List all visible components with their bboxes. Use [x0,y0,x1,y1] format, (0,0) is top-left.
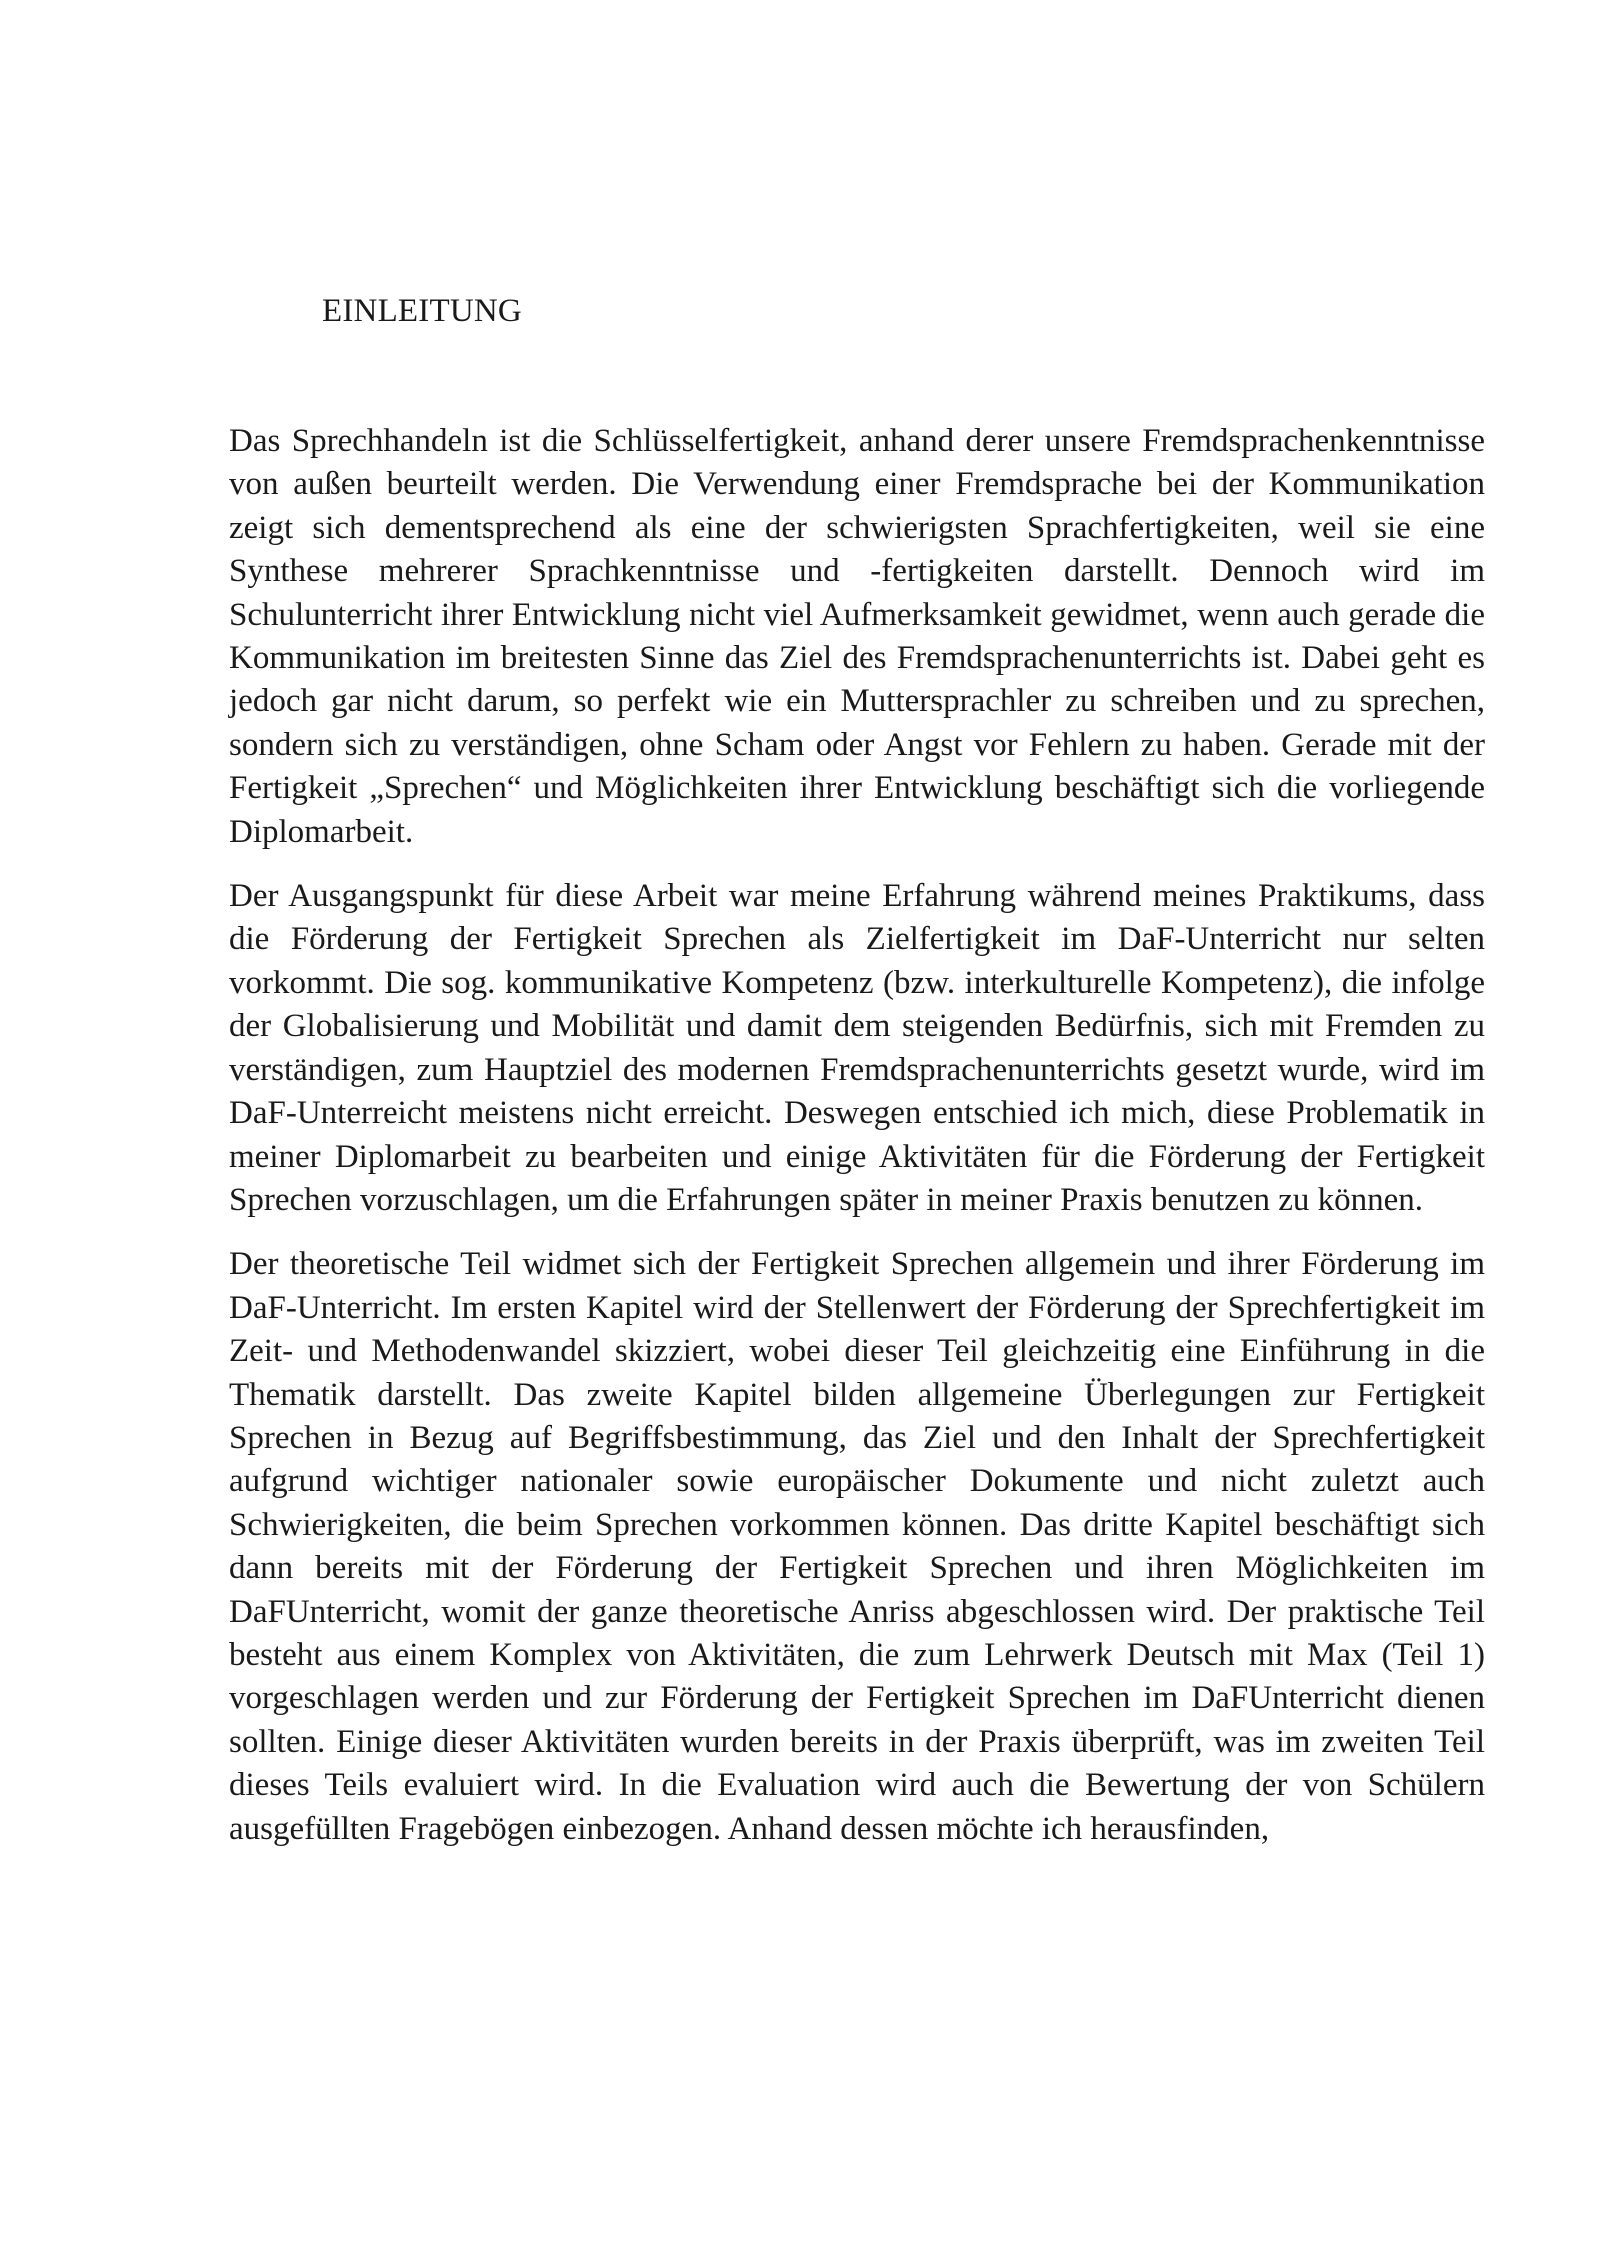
paragraph-2: Der Ausgangspunkt für diese Arbeit war meine Erfahrung während meines Praktikums, dass die Förderung der Fertigkeit Sprechen als Zielfertigkeit im DaF-Unterricht nur selten vorkommt. Die sog. kommunikative Kompetenz (bzw. interkulturelle Kompetenz), die infolge der Globalisierung und Mobilität und damit dem steigenden Bedürfnis, sich mit Fremden zu verständigen, zum Hauptziel des modernen Fremdsprachenunterrichts gesetzt wurde, wird im DaF-Unterreicht meistens nicht erreicht. Deswegen entschied ich mich, diese Problematik in meiner Diplomarbeit zu bearbeiten und einige Aktivitäten für die Förderung der Fertigkeit Sprechen vorzuschlagen, um die Erfahrungen später in meiner Praxis benutzen zu können. [229,878,1485,1218]
paragraph-3: Der theoretische Teil widmet sich der Fertigkeit Sprechen allgemein und ihrer Förderung im DaF-Unterricht. Im ersten Kapitel wird der Stellenwert der Förderung der Sprechfertigkeit im Zeit- und Methodenwandel skizziert, wobei dieser Teil gleichzeitig eine Einführung in die Thematik darstellt. Das zweite Kapitel bilden allgemeine Überlegungen zur Fertigkeit Sprechen in Bezug auf Begriffsbestimmung, das Ziel und den Inhalt der Sprechfertigkeit aufgrund wichtiger nationaler sowie europäischer Dokumente und nicht zuletzt auch Schwierigkeiten, die beim Sprechen vorkommen können. Das dritte Kapitel beschäftigt sich dann bereits mit der Förderung der Fertigkeit Sprechen und ihren Möglichkeiten im DaFUnterricht, womit der ganze theoretische Anriss abgeschlossen wird. Der praktische Teil besteht aus einem Komplex von Aktivitäten, die zum Lehrwerk Deutsch mit Max (Teil 1) vorgeschlagen werden und zur Förderung der Fertigkeit Sprechen im DaFUnterricht dienen sollten. Einige dieser Aktivitäten wurden bereits in der Praxis überprüft, was im zweiten Teil dieses Teils evaluiert wird. In die Evaluation wird auch die Bewertung der von Schülern ausgefüllten Fragebögen einbezogen. Anhand dessen möchte ich herausfinden, [229,1246,1485,1847]
paragraph-1: Das Sprechhandeln ist die Schlüsselfertigkeit, anhand derer unsere Fremdsprachenkenntnisse von außen beurteilt werden. Die Verwendung einer Fremdsprache bei der Kommunikation zeigt sich dementsprechend als eine der schwierigsten Sprachfertigkeiten, weil sie eine Synthese mehrerer Sprachkenntnisse und -fertigkeiten darstellt. Dennoch wird im Schulunterricht ihrer Entwicklung nicht viel Aufmerksamkeit gewidmet, wenn auch gerade die Kommunikation im breitesten Sinne das Ziel des Fremdsprachenunterrichts ist. Dabei geht es jedoch gar nicht darum, so perfekt wie ein Muttersprachler zu schreiben und zu sprechen, sondern sich zu verständigen, ohne Scham oder Angst vor Fehlern zu haben. Gerade mit der Fertigkeit „Sprechen“ und Möglichkeiten ihrer Entwicklung beschäftigt sich die vorliegende Diplomarbeit. [229,423,1485,850]
body-text [229,420,1485,1872]
section-heading: EINLEITUNG [322,293,522,329]
